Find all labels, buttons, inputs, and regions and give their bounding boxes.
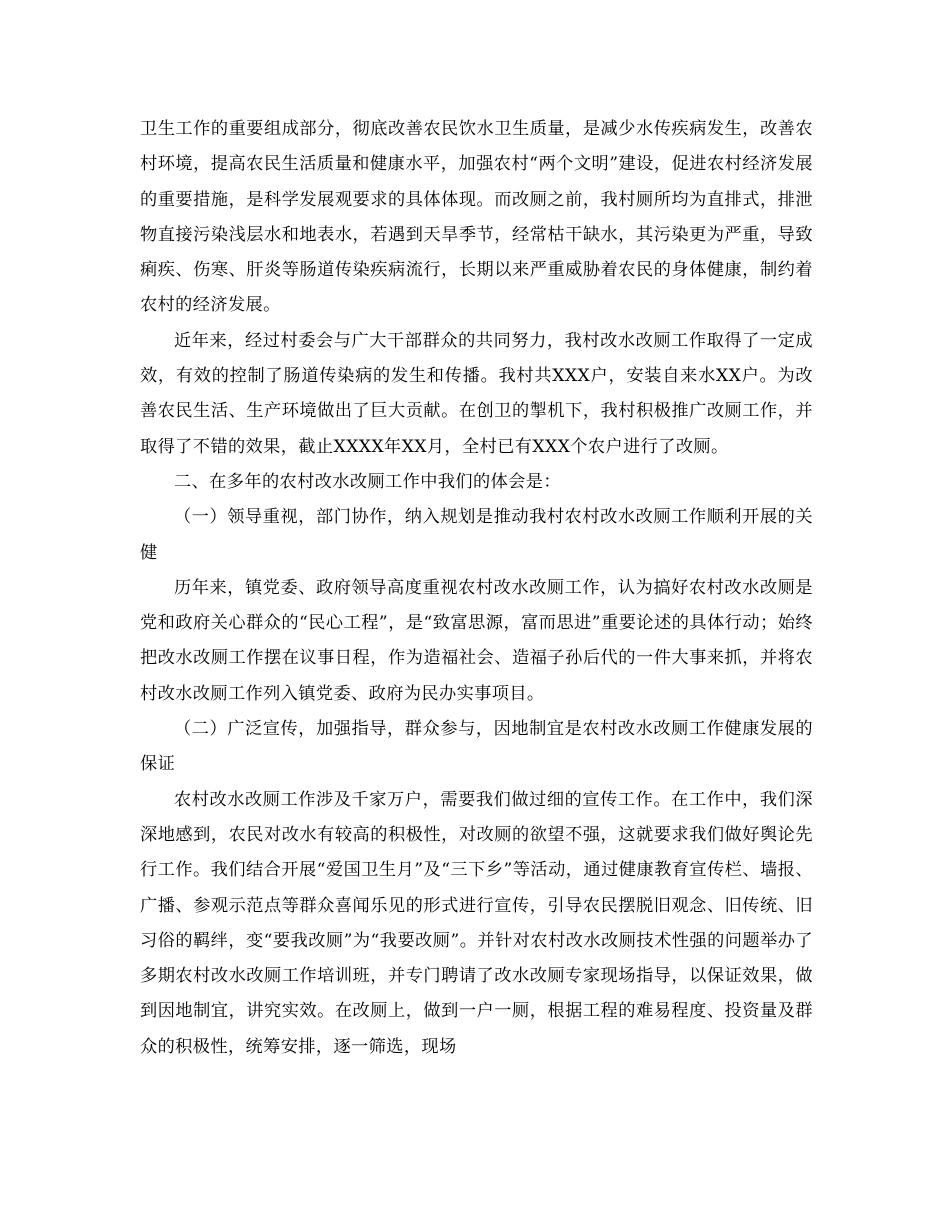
subheading-publicity: （二）广泛宣传，加强指导，群众参与，因地制宜是农村改水改厕工作健康发展的保证: [140, 719, 813, 775]
paragraph-continuation: 卫生工作的重要组成部分，彻底改善农民饮水卫生质量，是减少水传疾病发生，改善农村环境，提高农民生活质量和健康水平，加强农村“两个文明”建设，促进农村经济发展的重要措施，是科学发展观要求的具体体现。而改厕之前，我村厕所均为直排式，排泄物直接污染浅层水和地表水，若遇到天旱季节，经常枯干缺水，其污染更为严重，导致痢疾、伤寒、肝炎等肠道传染疾病流行，长期以来严重威胁着农民的身体健康，制约着农村的经济发展。: [140, 119, 813, 316]
subheading-leadership: （一）领导重视，部门协作，纳入规划是推动我村农村改水改厕工作顺利开展的关健: [140, 507, 813, 563]
paragraph-publicity: 农村改水改厕工作涉及千家万户，需要我们做过细的宣传工作。在工作中，我们深深地感到，农民对改水有较高的积极性，对改厕的欲望不强，这就要求我们做好舆论先行工作。我们结合开展“爱国卫生月”及“三下乡”等活动，通过健康教育宣传栏、墙报、广播、参观示范点等群众喜闻乐见的形式进行宣传，引导农民摆脱旧观念、旧传统、旧习俗的羁绊，变“要我改厕”为“我要改厕”。并针对农村改水改厕技术性强的问题举办了多期农村改水改厕工作培训班，并专门聘请了改水改厕专家现场指导，以保证效果，做到因地制宜，讲究实效。在改厕上，做到一户一厕，根据工程的难易程度、投资量及群众的积极性，统筹安排，逐一筛选，现场: [140, 789, 813, 1057]
section-heading-experience: 二、在多年的农村改水改厕工作中我们的体会是：: [174, 471, 561, 492]
paragraph-recent-progress: 近年来，经过村委会与广大干部群众的共同努力，我村改水改厕工作取得了一定成效，有效的控制了肠道传染病的发生和传播。我村共XXX户，安装自来水XX户。为改善农民生活、生产环境做出了巨大贡献。在创卫的掣机下，我村积极推广改厕工作，并取得了不错的效果，截止XXXX年XX月，全村已有XXX个农户进行了改厕。: [140, 330, 813, 457]
paragraph-leadership: 历年来，镇党委、政府领导高度重视农村改水改厕工作，认为搞好农村改水改厕是党和政府关心群众的“民心工程”，是“致富思源，富而思进”重要论述的具体行动；始终把改水改厕工作摆在议事日程，作为造福社会、造福子孙后代的一件大事来抓，并将农村改水改厕工作列入镇党委、政府为民办实事项目。: [140, 577, 813, 704]
document-page: [140, 112, 813, 1065]
